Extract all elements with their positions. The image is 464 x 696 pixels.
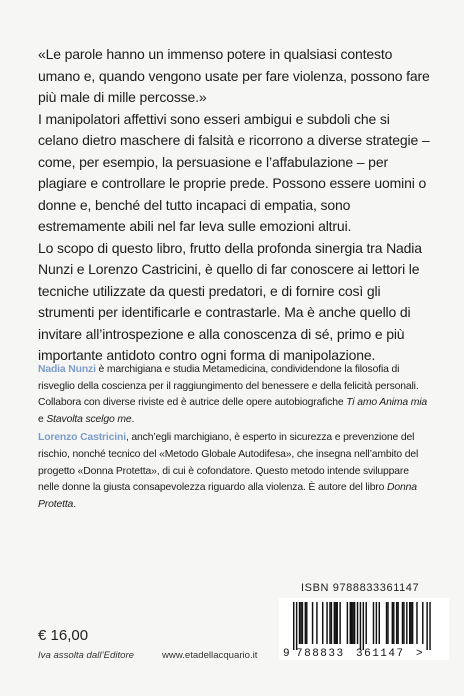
- barcode-bar: [335, 602, 336, 644]
- blurb-paragraph-1: I manipolatori affettivi sono esseri ambigui e subdoli che si celano dietro maschere di falsità e ricorrono a diverse strategie – come, per esempio, la persuasione e l’affabulazione – per plagiare e controllare le proprie prede. Possono essere uomini o donne e, benché del tutto incapaci di empatia, sono estremamente abili nel far leva sulle emozioni altrui.: [38, 110, 430, 234]
- book-title: Donna Protetta: [38, 482, 417, 510]
- barcode-bar: [397, 602, 398, 644]
- barcode-bar: [396, 602, 397, 644]
- barcode-bar: [302, 602, 303, 644]
- barcode-bar: [360, 602, 361, 650]
- barcode-bar: [337, 602, 338, 644]
- barcode-bar: [429, 602, 430, 650]
- barcode-first-digit: 9: [283, 648, 290, 660]
- publisher-website: www.etadellacquario.it: [162, 650, 258, 661]
- barcode-bar: [403, 602, 404, 644]
- author-bio-nadia-nunzi: [38, 362, 432, 428]
- author-bio-text: è marchigiana e studia Metamedicina, condividendone la filosofia di risveglio della coscienza per il raggiungimento del benessere e della felicità personali. Collabora con diverse riviste ed è autrice delle opere autobiografiche: [38, 364, 419, 409]
- barcode-bar: [306, 602, 307, 644]
- barcode-bar: [406, 602, 407, 644]
- barcode-bar: [312, 602, 313, 644]
- barcode-bar: [334, 602, 335, 644]
- author-name: Lorenzo Castricini: [38, 432, 126, 444]
- barcode-bar: [387, 602, 388, 644]
- barcode-bar: [331, 602, 332, 644]
- barcode-bar: [299, 602, 300, 644]
- barcode-bar: [296, 602, 297, 650]
- author-name: Nadia Nunzi: [38, 364, 96, 375]
- barcode-bar: [392, 602, 393, 644]
- barcode-bar: [350, 602, 351, 644]
- barcode-bar: [305, 602, 306, 644]
- barcode-bar: [409, 602, 410, 644]
- author-bio-text: .: [73, 498, 76, 510]
- barcode-bar: [412, 602, 413, 644]
- barcode-bar: [379, 602, 380, 644]
- barcode-left-digits: 788833: [296, 648, 345, 660]
- barcode-right-digits: 361147: [356, 648, 405, 660]
- barcode-bar: [393, 602, 394, 644]
- barcode-bar: [373, 602, 374, 644]
- barcode-bar: [354, 602, 355, 644]
- isbn-barcode: [279, 598, 449, 660]
- price: € 16,00: [38, 627, 89, 644]
- barcode-bar: [357, 602, 358, 644]
- barcode-bar: [322, 602, 323, 644]
- barcode-bar: [300, 602, 301, 644]
- barcode-bar: [416, 602, 417, 644]
- isbn-label: ISBN 9788833361147: [301, 582, 420, 594]
- author-bio-text: .: [131, 413, 135, 425]
- vat-note: Iva assolta dall’Editore: [38, 650, 134, 661]
- barcode-bar: [351, 602, 352, 644]
- book-title: Stavolta scelgo me: [46, 413, 132, 425]
- author-bio-text: , anch’egli marchigiano, è esperto in sicurezza e prevenzione del rischio, nonché tecnico del «Metodo Globale Autodifesa», che insegna nell’ambito del progetto «Donna Protetta», di cui è cofondatore. Questo metodo intende sviluppare nelle donne la giusta consapevolezza riguardo alla violenza. È autore del libro: [38, 432, 419, 494]
- blurb-paragraph-2: Lo scopo di questo libro, frutto della profonda sinergia tra Nadia Nunzi e Lorenzo Castricini, è quello di far conoscere ai lettori le tecniche utilizzate da questi predatori, e di fornire così gli strumenti per identificarle e contrastarle. Ma è anche quello di invitare all’introspezione e alla conoscenza di sé, primo e più importante antidoto contro ogni forma di manipolazione.: [38, 239, 422, 363]
- barcode-bar: [376, 602, 377, 644]
- book-title: Ti amo Anima mia: [346, 397, 428, 409]
- barcode-bar: [402, 602, 403, 644]
- barcode-bar: [386, 602, 387, 644]
- barcode-bar: [326, 602, 327, 644]
- barcode-bar: [316, 602, 317, 644]
- barcode-bar: [366, 602, 367, 644]
- author-bio-lorenzo-castricini: [38, 430, 432, 513]
- opening-quote: «Le parole hanno un immenso potere in qualsiasi contesto umano e, quando vengono usate per fare violenza, possono fare più male di mille percosse.»: [38, 46, 430, 105]
- barcode-bar: [363, 602, 364, 650]
- barcode-bar: [347, 602, 348, 644]
- barcode-bar: [410, 602, 411, 644]
- author-bios: [38, 362, 432, 513]
- barcode-bar: [352, 602, 353, 644]
- barcode-end-marker: >: [416, 648, 423, 660]
- barcode-bar: [422, 602, 423, 644]
- barcode-bar: [329, 602, 330, 644]
- barcode-bar: [293, 602, 294, 650]
- author-bio-text: e: [38, 413, 47, 425]
- barcode-bar: [339, 602, 340, 644]
- barcode-bar: [426, 602, 427, 650]
- blurb: [38, 44, 432, 367]
